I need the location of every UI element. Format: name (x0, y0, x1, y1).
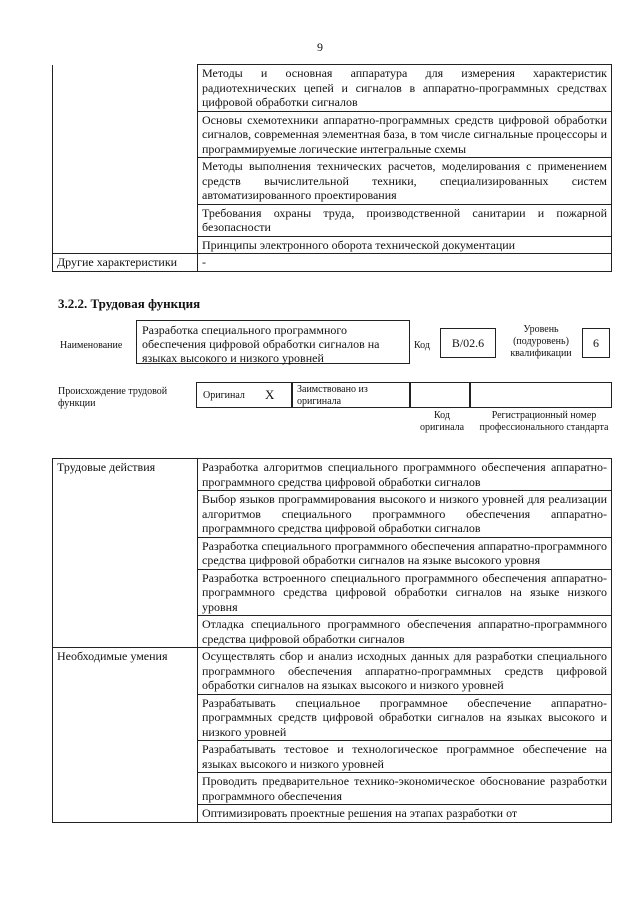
action-item: Разработка встроенного специального программного обеспечения аппаратно-программного средства цифровой обработки сигналов на языке низкого уровня (198, 569, 612, 616)
origin-code-box (410, 382, 470, 408)
knowledge-table (52, 64, 612, 272)
page-number: 9 (317, 40, 323, 54)
code-label: Код (414, 340, 430, 351)
level-label: Уровень (подуровень) квалификации (510, 324, 572, 359)
name-label: Наименование (60, 340, 123, 351)
knowledge-item: Методы выполнения технических расчетов, моделирования с применением средств вычислительной техники, специализированных систем автоматизированного проектирования (198, 158, 612, 205)
borrowed-label: Заимствовано из оригинала (292, 382, 410, 408)
function-table (52, 458, 612, 823)
action-item: Выбор языков программирования высокого и низкого уровней для реализации алгоритмов специального программного обеспечения аппаратно-программного средства цифровой обработки сигналов (198, 491, 612, 538)
section-title: 3.2.2. Трудовая функция (58, 296, 201, 311)
skill-item: Осуществлять сбор и анализ исходных данных для разработки специального программного обеспечения аппаратно-программных средств цифровой обработки сигналов на языках высокого и низкого уровней (198, 648, 612, 695)
name-value: Разработка специального программного обеспечения цифровой обработки сигналов на языках высокого и низкого уровней (136, 320, 410, 364)
original-label: Оригинал (203, 390, 245, 401)
knowledge-item: Основы схемотехники аппаратно-программных средств цифровой обработки сигналов, современная элементная база, в том числе сигнальные процессоры и программируемые логические интегральные схемы (198, 111, 612, 158)
action-item: Разработка алгоритмов специального программного обеспечения аппаратно-программного средства цифровой обработки сигналов (198, 459, 612, 491)
other-characteristics-value: - (198, 254, 612, 272)
reg-caption: Регистрационный номер профессионального стандарта (479, 410, 609, 433)
skill-item: Разрабатывать тестовое и технологическое программное обеспечение на языках высокого и низкого уровней (198, 741, 612, 773)
level-value: 6 (582, 328, 610, 358)
knowledge-label-cell (53, 65, 198, 254)
knowledge-item: Требования охраны труда, производственной санитарии и пожарной безопасности (198, 204, 612, 236)
code-value: B/02.6 (440, 328, 496, 358)
action-item: Разработка специального программного обеспечения аппаратно-программного средства цифровой обработки сигналов на языке высокого уровня (198, 537, 612, 569)
original-box (196, 382, 292, 408)
original-mark: X (265, 387, 275, 402)
knowledge-item: Принципы электронного оборота технической документации (198, 236, 612, 254)
code-caption: Код оригинала (419, 410, 465, 433)
origin-reg-box (470, 382, 612, 408)
actions-label: Трудовые действия (53, 459, 198, 648)
skill-item: Оптимизировать проектные решения на этапах разработки от (198, 805, 612, 823)
skills-label: Необходимые умения (53, 648, 198, 823)
origin-label: Происхождение трудовой функции (58, 386, 168, 409)
knowledge-item: Методы и основная аппаратура для измерения характеристик радиотехнических цепей и сигналов в аппаратно-программных средствах цифровой обработки сигналов (198, 65, 612, 112)
action-item: Отладка специального программного обеспечения аппаратно-программного средства цифровой обработки сигналов (198, 616, 612, 648)
skill-item: Разрабатывать специальное программное обеспечение аппаратно-программных средств цифровой обработки сигналов на языках высокого и низкого уровней (198, 694, 612, 741)
skill-item: Проводить предварительное технико-экономическое обоснование разработки программного обеспечения (198, 773, 612, 805)
other-characteristics-label: Другие характеристики (53, 254, 198, 272)
